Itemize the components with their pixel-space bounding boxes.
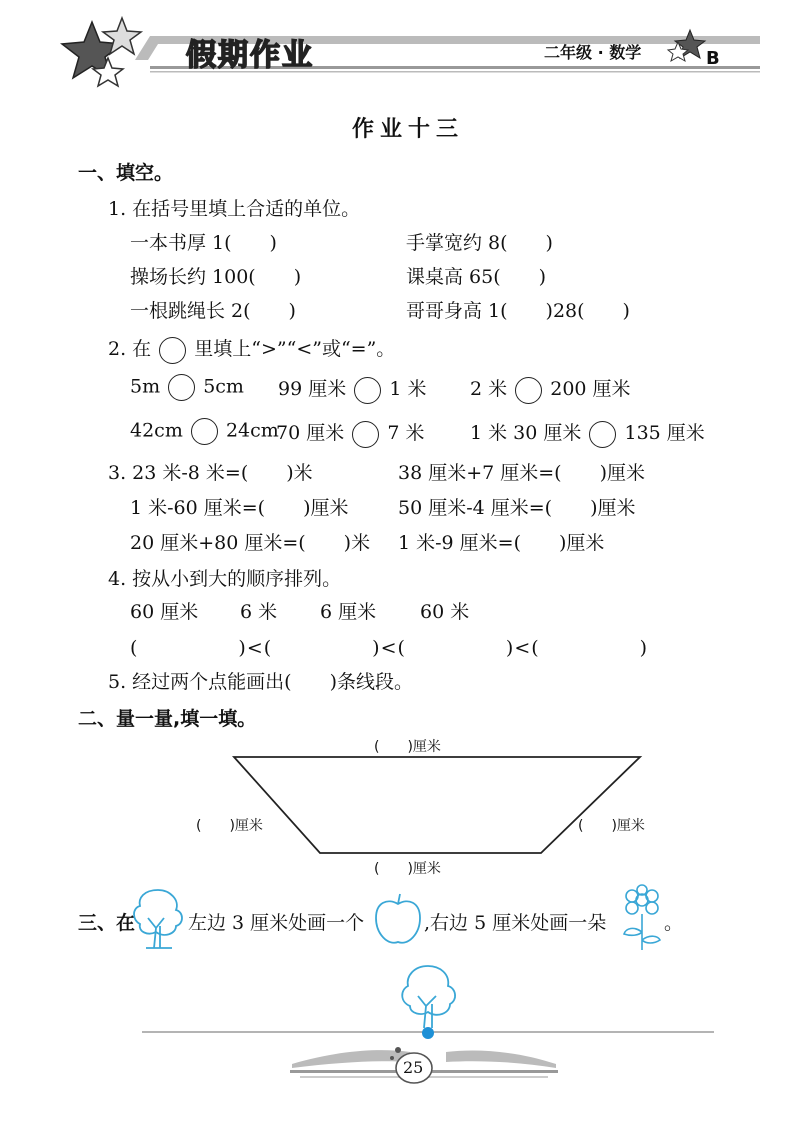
trapezoid-top-label: ( )厘米: [374, 739, 441, 755]
q2-left: 42cm: [130, 419, 183, 442]
section3-part-c: ,右边 5 厘米处画一朵: [424, 912, 607, 934]
q2-left: 2 米: [470, 378, 508, 400]
q1-item: 一根跳绳长 2( ): [130, 300, 296, 322]
q2-right: 1 米: [389, 378, 427, 400]
q4-value: 60 米: [420, 601, 470, 623]
section1-heading: 一、填空。: [78, 162, 174, 184]
q2-right: 24cm: [225, 419, 279, 442]
trapezoid-left-label: ( )厘米: [196, 818, 263, 834]
q1-item: 哥哥身高 1( )28( ): [406, 300, 630, 322]
section3-part-a: 三、在: [78, 912, 136, 934]
q4-value: 60 厘米: [130, 601, 199, 623]
q2-left: 1 米 30 厘米: [470, 422, 582, 444]
q4-blanks: ( )<( )<( )<( ): [130, 637, 649, 659]
page-number: 25: [403, 1058, 424, 1077]
q3-item: 1 米-9 厘米=( )厘米: [398, 532, 605, 554]
q3-item: 20 厘米+80 厘米=( )米: [130, 532, 371, 554]
q2-left: 70 厘米: [276, 422, 345, 444]
q3-item: 50 厘米-4 厘米=( )厘米: [398, 497, 636, 519]
q2-right: 135 厘米: [624, 422, 705, 444]
q3-item: 38 厘米+7 厘米=( )厘米: [398, 462, 646, 484]
q2-prompt-b: 里填上“>”“<”或“=”。: [194, 338, 396, 360]
q1-item: 操场长约 100( ): [130, 266, 302, 288]
q1-item: 课桌高 65( ): [406, 266, 547, 288]
q3-item: 1 米-60 厘米=( )厘米: [130, 497, 349, 519]
section2-heading: 二、量一量,填一填。: [78, 708, 257, 730]
footer-tree-icon: [402, 966, 455, 1028]
q4-value: 6 厘米: [320, 601, 377, 623]
homework-title: 作业十三: [352, 117, 465, 142]
trapezoid-bottom-label: ( )厘米: [374, 861, 441, 877]
section3-part-b: 左边 3 厘米处画一个: [188, 912, 365, 934]
trapezoid-right-label: ( )厘米: [578, 818, 645, 834]
q1-item: 手掌宽约 8( ): [406, 232, 553, 254]
q4-value: 6 米: [240, 601, 278, 623]
q2-left: 99 厘米: [278, 378, 347, 400]
header-title: 假期作业: [186, 38, 314, 73]
edition-badge: B: [706, 48, 720, 69]
grade-subject: 二年级 · 数学: [544, 43, 642, 62]
q3-item: 3. 23 米-8 米=( )米: [108, 462, 313, 484]
q2-left: 5m: [130, 375, 161, 398]
q4-prompt: 4. 按从小到大的顺序排列。: [108, 568, 342, 590]
q2-right: 5cm: [203, 375, 244, 398]
q1-prompt: 1. 在括号里填上合适的单位。: [108, 198, 361, 220]
q2-right: 7 米: [387, 422, 425, 444]
q2-right: 200 厘米: [550, 378, 631, 400]
q2-prompt-a: 2. 在: [108, 338, 152, 360]
section3-part-d: 。: [664, 912, 684, 934]
q1-item: 一本书厚 1( ): [130, 232, 277, 254]
q5-prompt: 5. 经过两个点能画出( )条线段。: [108, 671, 413, 693]
